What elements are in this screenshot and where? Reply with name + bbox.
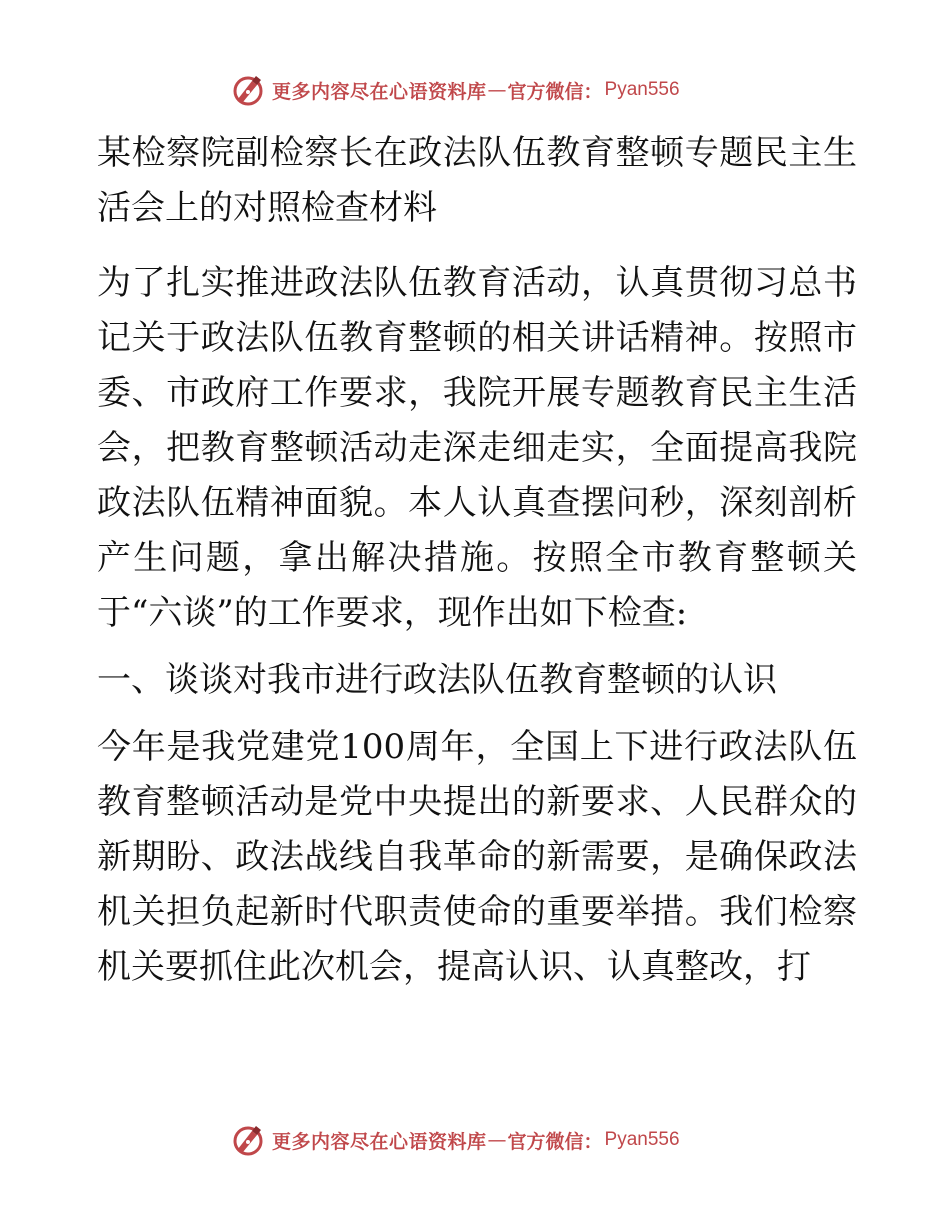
banner-dash: —	[487, 79, 507, 101]
section-paragraph: 今年是我党建党100周年，全国上下进行政法队伍教育整顿活动是党中央提出的新要求、人民群众的新期盼、政法战线自我革命的新需要，是确保政法机关担负起新时代职责使命的重要举措。我们检察机关要抓住此次机会，提高认识、认真整改，打	[97, 727, 857, 987]
banner-message: 更多内容尽在心语资料库	[272, 80, 487, 103]
pen-nib-logo-icon	[230, 72, 266, 108]
document-body	[97, 126, 857, 1007]
document-title: 某检察院副检察长在政法队伍教育整顿专题民主生活会上的对照检查材料	[97, 133, 857, 228]
intro-paragraph: 为了扎实推进政法队伍教育活动，认真贯彻习总书记关于政法队伍教育整顿的相关讲话精神。按照市委、市政府工作要求，我院开展专题教育民主生活会，把教育整顿活动走深走细走实，全面提高我院政法队伍精神面貌。本人认真查摆问秒，深刻剖析产生问题，拿出解决措施。按照全市教育整顿关于“六谈”的工作要求，现作出如下检查:	[97, 263, 857, 633]
header-banner	[230, 70, 680, 110]
section-heading: 一、谈谈对我市进行政法队伍教育整顿的认识	[97, 660, 777, 700]
banner-wechat-id: Pyan556	[604, 1129, 680, 1150]
footer-banner	[230, 1120, 680, 1160]
pen-nib-logo-icon	[230, 1122, 266, 1158]
banner-official-label: 官方微信：	[507, 80, 603, 103]
banner-wechat-id: Pyan556	[604, 79, 680, 100]
banner-dash: —	[487, 1129, 507, 1151]
banner-message: 更多内容尽在心语资料库	[272, 1130, 487, 1153]
banner-official-label: 官方微信：	[507, 1130, 603, 1153]
